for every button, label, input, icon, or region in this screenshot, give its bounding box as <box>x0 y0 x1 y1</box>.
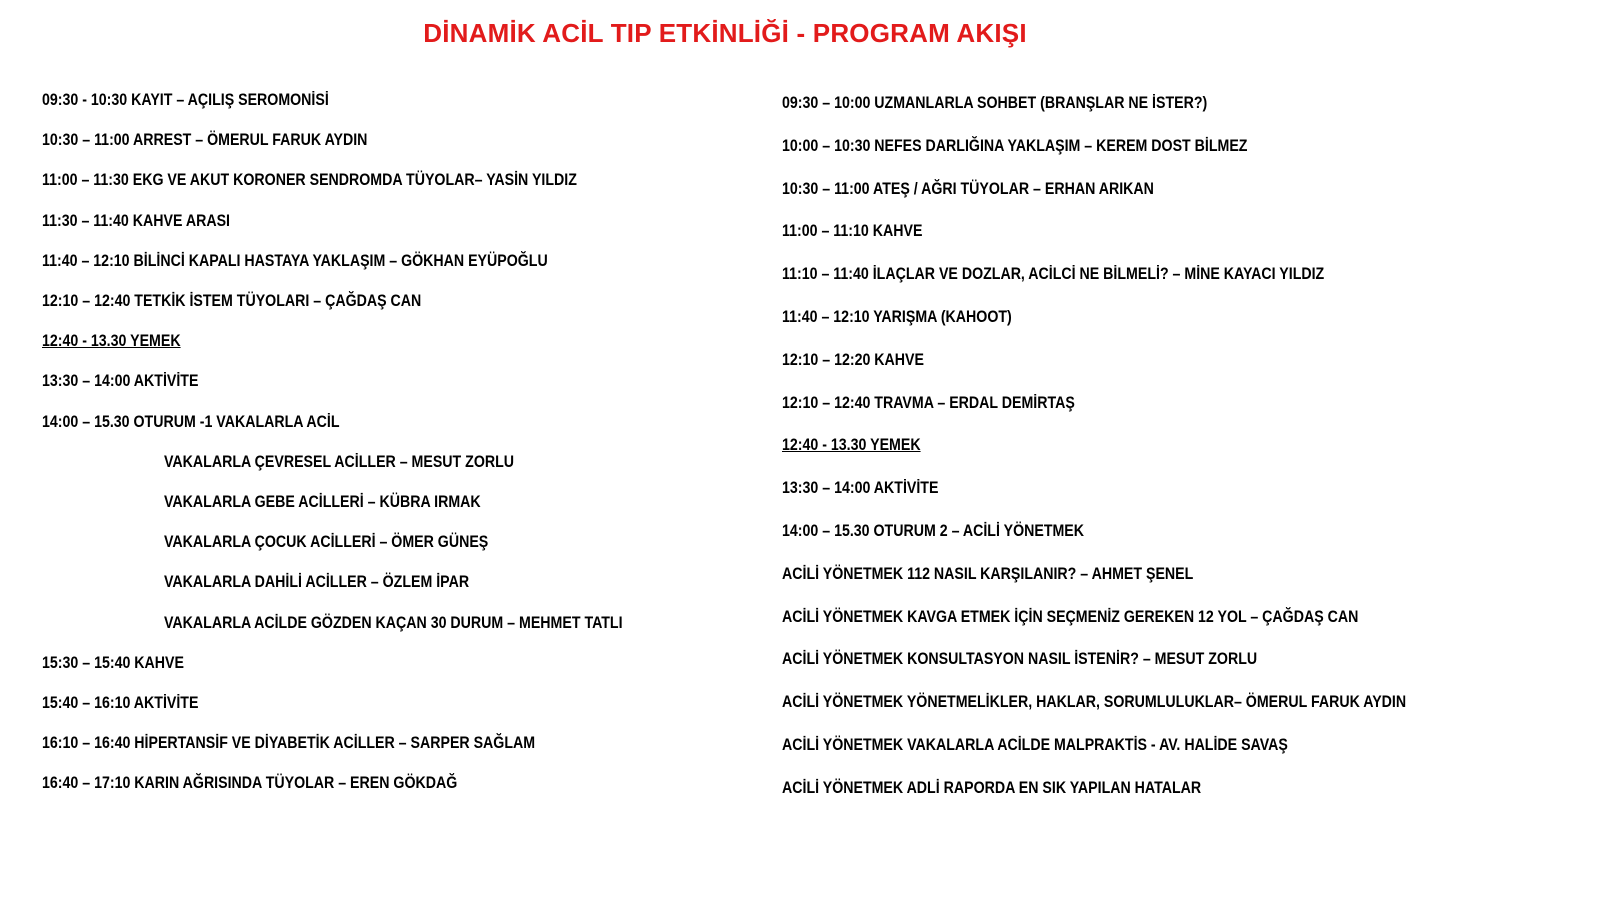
schedule-item: 14:00 – 15.30 OTURUM 2 – ACİLİ YÖNETMEK <box>782 522 1085 540</box>
schedule-item: 12:10 – 12:20 KAHVE <box>782 350 924 369</box>
schedule-item: 13:30 – 14:00 AKTİVİTE <box>782 479 939 498</box>
schedule-item: 11:30 – 11:40 KAHVE ARASI <box>42 211 230 230</box>
schedule-item: VAKALARLA ÇOCUK ACİLLERİ – ÖMER GÜNEŞ <box>164 533 489 552</box>
schedule-item: 12:10 – 12:40 TETKİK İSTEM TÜYOLARI – ÇAĞDAŞ CAN <box>42 292 422 310</box>
schedule-item: VAKALARLA DAHİLİ ACİLLER – ÖZLEM İPAR <box>164 573 470 592</box>
schedule-item: 10:00 – 10:30 NEFES DARLIĞINA YAKLAŞIM – KEREM DOST BİLMEZ <box>782 136 1248 155</box>
schedule-item: ACİLİ YÖNETMEK KONSULTASYON NASIL İSTENİR? – MESUT ZORLU <box>782 650 1258 669</box>
schedule-item: 15:30 – 15:40 KAHVE <box>42 653 184 672</box>
page-title: DİNAMİK ACİL TIP ETKİNLİĞİ - PROGRAM AKIŞI <box>423 18 1027 48</box>
schedule-item: ACİLİ YÖNETMEK 112 NASIL KARŞILANIR? – AHMET ŞENEL <box>782 564 1194 583</box>
schedule-item: 16:10 – 16:40 HİPERTANSİF VE DİYABETİK ACİLLER – SARPER SAĞLAM <box>42 734 536 753</box>
schedule-item: ACİLİ YÖNETMEK ADLİ RAPORDA EN SIK YAPILAN HATALAR <box>782 778 1202 797</box>
schedule-item: 11:40 – 12:10 YARIŞMA (KAHOOT) <box>782 308 1012 326</box>
schedule-item: 11:40 – 12:10 BİLİNCİ KAPALI HASTAYA YAKLAŞIM – GÖKHAN EYÜPOĞLU <box>42 251 548 270</box>
schedule-item: 11:10 – 11:40 İLAÇLAR VE DOZLAR, ACİLCİ NE BİLMELİ? – MİNE KAYACI YILDIZ <box>782 265 1325 284</box>
schedule-item: 12:40 - 13.30 YEMEK <box>42 332 181 351</box>
schedule-item: VAKALARLA ÇEVRESEL ACİLLER – MESUT ZORLU <box>164 452 515 471</box>
schedule-item: 10:30 – 11:00 ATEŞ / AĞRI TÜYOLAR – ERHAN ARIKAN <box>782 179 1154 198</box>
schedule-item: 14:00 – 15.30 OTURUM -1 VAKALARLA ACİL <box>42 412 340 431</box>
schedule-item: ACİLİ YÖNETMEK YÖNETMELİKLER, HAKLAR, SORUMLULUKLAR– ÖMERUL FARUK AYDIN <box>782 693 1407 712</box>
schedule-item: VAKALARLA GEBE ACİLLERİ – KÜBRA IRMAK <box>164 493 481 511</box>
schedule-item: 11:00 – 11:10 KAHVE <box>782 222 923 241</box>
schedule-item: 09:30 - 10:30 KAYIT – AÇILIŞ SEROMONİSİ <box>42 91 329 109</box>
schedule-item: 12:10 – 12:40 TRAVMA – ERDAL DEMİRTAŞ <box>782 393 1075 412</box>
schedule-item: 09:30 – 10:00 UZMANLARLA SOHBET (BRANŞLAR NE İSTER?) <box>782 94 1208 112</box>
schedule-item: VAKALARLA ACİLDE GÖZDEN KAÇAN 30 DURUM – MEHMET TATLI <box>164 613 623 632</box>
schedule-item: 12:40 - 13.30 YEMEK <box>782 436 921 455</box>
schedule-item: ACİLİ YÖNETMEK VAKALARLA ACİLDE MALPRAKTİS - AV. HALİDE SAVAŞ <box>782 736 1288 754</box>
schedule-item: 16:40 – 17:10 KARIN AĞRISINDA TÜYOLAR – EREN GÖKDAĞ <box>42 774 458 793</box>
schedule-item: 11:00 – 11:30 EKG VE AKUT KORONER SENDROMDA TÜYOLAR– YASİN YILDIZ <box>42 171 577 190</box>
schedule-item: ACİLİ YÖNETMEK KAVGA ETMEK İÇİN SEÇMENİZ GEREKEN 12 YOL – ÇAĞDAŞ CAN <box>782 607 1359 626</box>
schedule-item: 13:30 – 14:00 AKTİVİTE <box>42 372 199 391</box>
schedule-item: 15:40 – 16:10 AKTİVİTE <box>42 694 199 712</box>
schedule-item: 10:30 – 11:00 ARREST – ÖMERUL FARUK AYDIN <box>42 131 368 150</box>
